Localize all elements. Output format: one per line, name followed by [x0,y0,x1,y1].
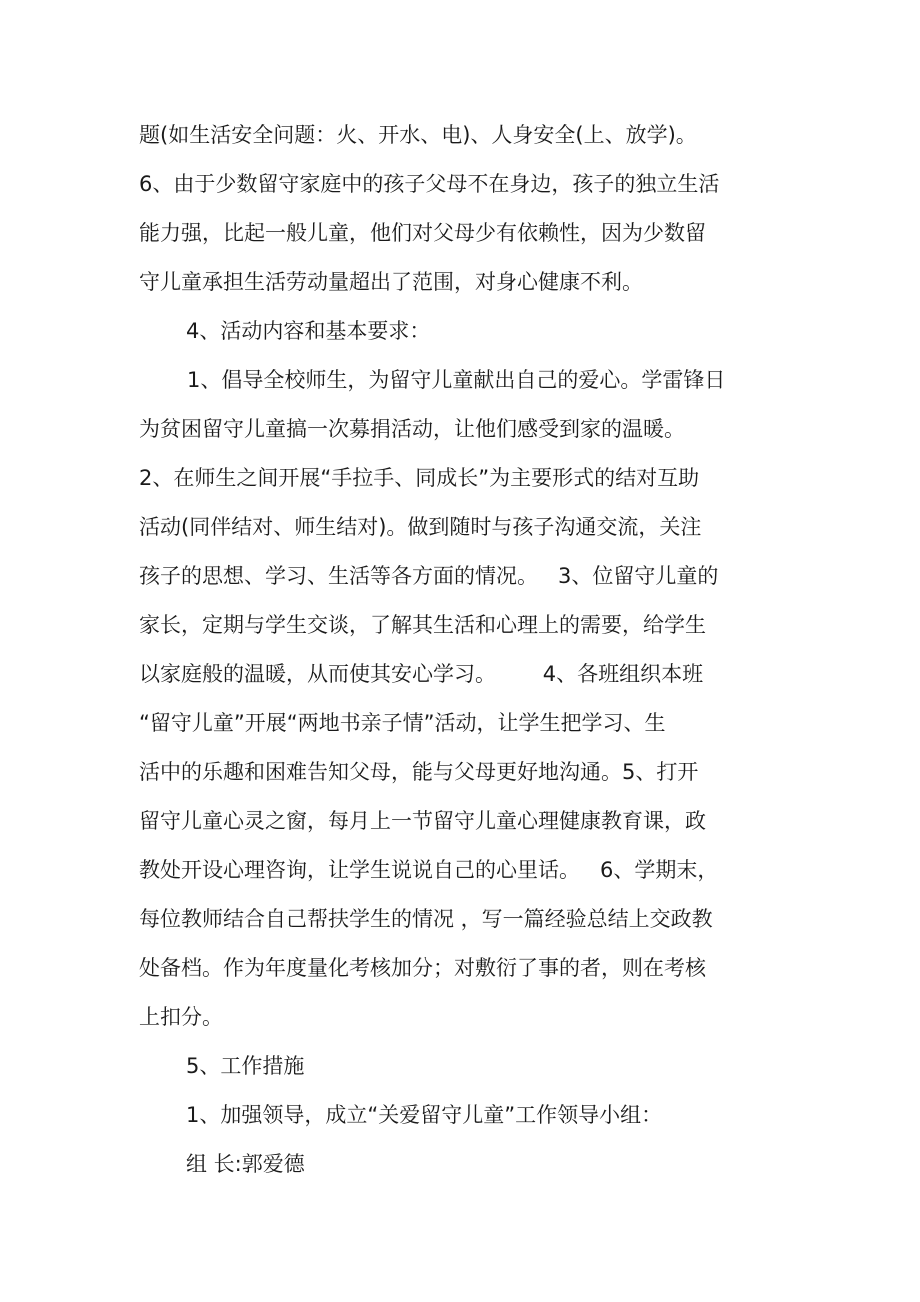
text-line: 上扣分。 [139,1005,223,1029]
text-line: 1、倡导全校师生，为留守儿童献出自己的爱心。学雷锋日 [187,368,726,392]
text-line: 组 长:郭爱德 [186,1152,305,1176]
text-line: 留守儿童心灵之窗，每月上一节留守儿童心理健康教育课，政 [139,809,706,833]
text-line: 能力强，比起一般儿童，他们对父母少有依赖性，因为少数留 [139,221,706,245]
text-line: 活动(同伴结对、师生结对)。做到随时与孩子沟通交流，关注 [139,515,702,539]
text-line: 题(如生活安全问题：火、开水、电)、人身安全(上、放学)。 [139,123,697,147]
text-line: 家长，定期与学生交谈，了解其生活和心理上的需要，给学生 [139,613,706,637]
text-line: “留守儿童”开展“两地书亲子情”活动，让学生把学习、生 [139,711,666,735]
text-line: 每位教师结合自己帮扶学生的情况 ，写一篇经验总结上交政教 [139,907,713,931]
text-line: 守儿童承担生活劳动量超出了范围，对身心健康不利。 [139,270,643,294]
text-line: 教处开设心理咨询，让学生说说自己的心里话。 6、学期末， [139,858,719,882]
text-line: 活中的乐趣和困难告知父母，能与父母更好地沟通。5、打开 [139,760,699,784]
text-line: 处备档。作为年度量化考核加分；对敷衍了事的者，则在考核 [139,956,706,980]
section-heading: 5、工作措施 [186,1054,305,1078]
text-line: 为贫困留守儿童搞一次募捐活动，让他们感受到家的温暖。 [139,417,685,441]
text-line: 以家庭般的温暖，从而使其安心学习。 4、各班组织本班 [139,662,704,686]
text-line: 6、由于少数留守家庭中的孩子父母不在身边，孩子的独立生活 [139,172,720,196]
text-line: 1、加强领导，成立“关爱留守儿童”工作领导小组： [186,1103,663,1127]
text-line: 2、在师生之间开展“手拉手、同成长”为主要形式的结对互助 [139,466,700,490]
text-line: 孩子的思想、学习、生活等各方面的情况。 3、位留守儿童的 [139,564,719,588]
section-heading: 4、活动内容和基本要求： [186,319,431,343]
